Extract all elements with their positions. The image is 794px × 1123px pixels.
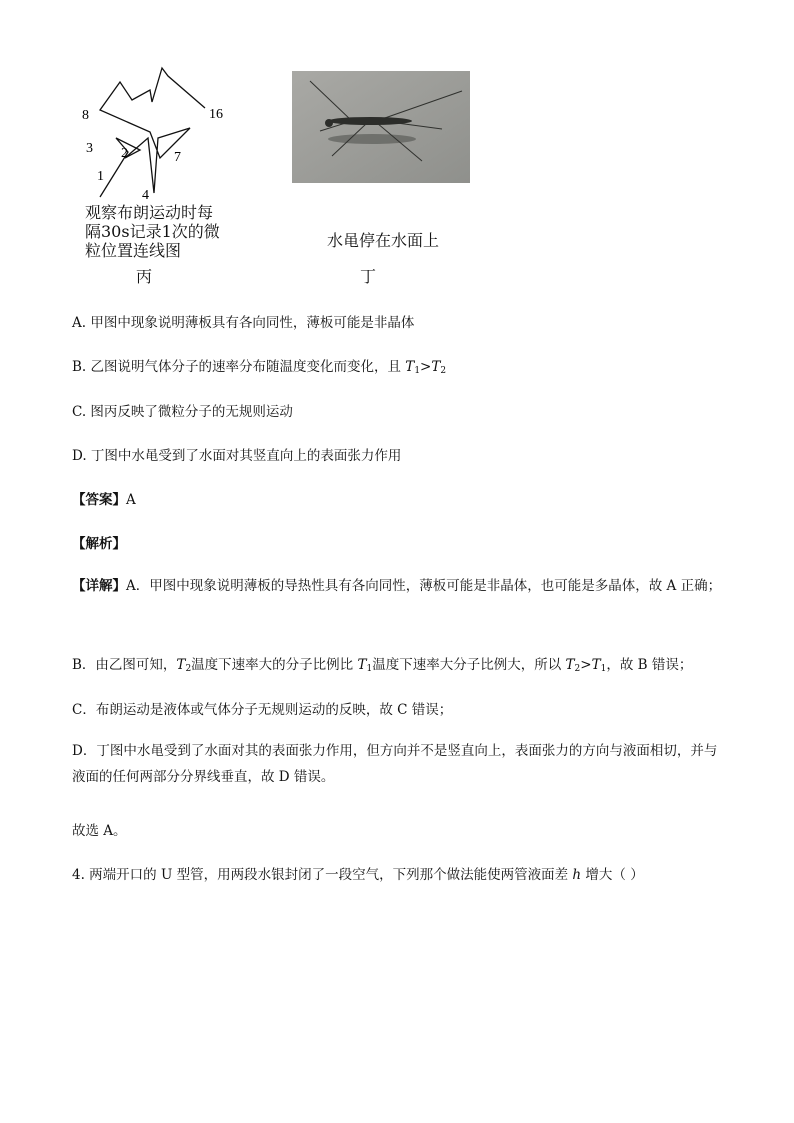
detail-b-gt: >	[580, 657, 592, 673]
detail-b-t2-sub: 2	[185, 664, 192, 674]
detail-a	[72, 573, 722, 599]
detail-b-part-1: B．由乙图可知，	[72, 657, 177, 673]
detail-d: D．丁图中水黾受到了水面对其的表面张力作用，但方向并不是竖直向上，表面张力的方向与液面相切，并与液面的任何两部分分界线垂直，故 D 错误。	[72, 743, 718, 785]
point-label-7: 7	[174, 150, 181, 165]
detail-tag: 【详解】	[72, 578, 126, 594]
point-label-4: 4	[142, 188, 149, 203]
brownian-path	[100, 68, 205, 197]
answer-value: A	[126, 492, 136, 508]
figure-label-bing: 丙	[136, 267, 153, 286]
answer-line	[72, 488, 136, 508]
option-b-t2-sub: 2	[440, 366, 447, 376]
brownian-caption-line-2: 隔30s记录1次的微	[85, 222, 220, 241]
water-strider-body	[328, 117, 412, 125]
option-a: A. 甲图中现象说明薄板具有各向同性，薄板可能是非晶体	[72, 315, 415, 331]
option-b-text: B. 乙图说明气体分子的速率分布随温度变化而变化，且	[72, 359, 406, 375]
brownian-caption-line-1: 观察布朗运动时每	[85, 203, 214, 222]
detail-b-t1-sub: 1	[366, 664, 373, 674]
detail-a-text: A．甲图中现象说明薄板的导热性具有各向同性，薄板可能是非晶体，也可能是多晶体，故 A 正确；	[126, 578, 722, 594]
water-strider-reflection	[328, 134, 416, 144]
option-b	[72, 355, 446, 376]
detail-b-part-2: 温度下速率大的分子比例比	[191, 657, 358, 673]
detail-b-t2: T	[176, 657, 186, 673]
detail-b-t2b: T	[565, 657, 575, 673]
brownian-caption-line-3: 粒位置连线图	[85, 241, 182, 260]
option-b-t1-sub: 1	[414, 366, 421, 376]
point-label-1: 1	[97, 169, 104, 184]
detail-b-part-3: 温度下速率大分子比例大，所以	[372, 657, 566, 673]
point-label-2: 2	[121, 146, 128, 161]
answer-tag: 【答案】	[72, 492, 126, 508]
detail-c: C．布朗运动是液体或气体分子无规则运动的反映，故 C 错误；	[72, 702, 453, 718]
option-b-t1: T	[405, 359, 415, 375]
water-strider-caption: 水黾停在水面上	[327, 231, 440, 250]
question-4-text-2: 增大（ ）	[581, 867, 644, 883]
detail-b-part-4: ，故 B 错误；	[606, 657, 693, 673]
brownian-motion-figure	[70, 60, 260, 210]
question-4-text-1: 4. 两端开口的 U 型管，用两段水银封闭了一段空气，下列那个做法能使两管液面差	[72, 867, 573, 883]
option-d: D. 丁图中水黾受到了水面对其竖直向上的表面张力作用	[72, 448, 402, 464]
point-label-3: 3	[86, 141, 93, 156]
option-b-gt: >	[420, 359, 432, 375]
detail-b	[72, 653, 692, 674]
question-4-h: h	[572, 867, 582, 883]
detail-b-t2b-sub: 2	[574, 664, 581, 674]
detail-b-t1: T	[357, 657, 367, 673]
figure-label-ding: 丁	[360, 267, 377, 286]
detail-b-t1b-sub: 1	[600, 664, 607, 674]
brownian-caption	[85, 203, 220, 260]
option-c: C. 图丙反映了微粒分子的无规则运动	[72, 404, 293, 420]
option-b-t2: T	[431, 359, 441, 375]
point-label-16: 16	[209, 107, 223, 122]
analysis-tag: 【解析】	[72, 536, 126, 552]
water-strider-photo	[292, 71, 470, 183]
detail-b-t1b: T	[591, 657, 601, 673]
detail-conclusion: 故选 A。	[72, 823, 127, 839]
question-4	[72, 863, 644, 883]
point-label-8: 8	[82, 108, 89, 123]
